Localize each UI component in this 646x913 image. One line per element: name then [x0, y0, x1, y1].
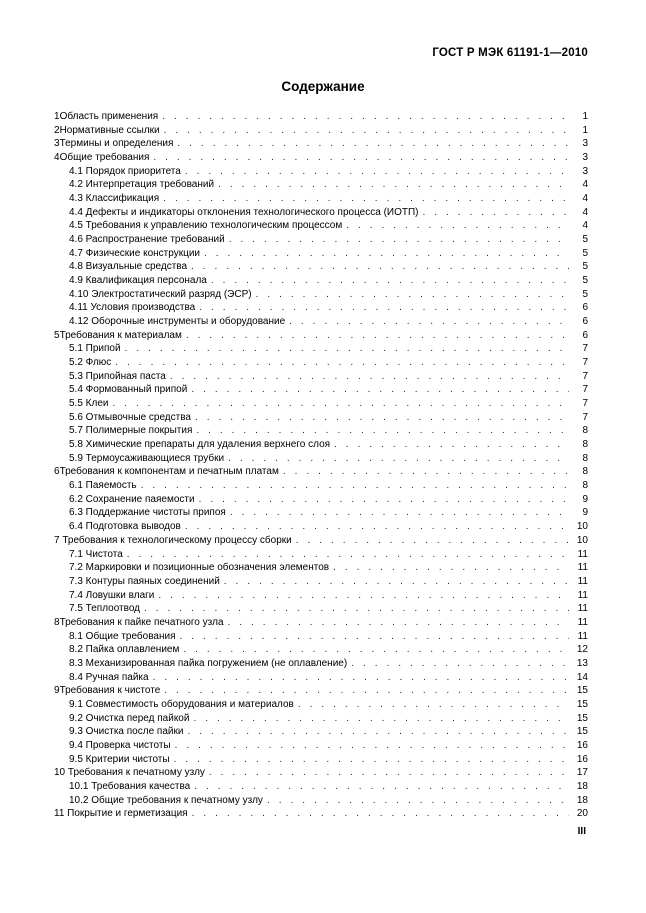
toc-entry-page: 5 — [582, 261, 588, 273]
toc-entry-title: 10 Требования к печатному узлу — [54, 767, 205, 779]
dot-leader — [199, 301, 569, 315]
toc-entry — [54, 288, 588, 302]
toc-entry-page: 6 — [582, 329, 588, 341]
toc-entry — [54, 739, 588, 753]
toc-entry-title: 4.4 Дефекты и индикаторы отклонения технологического процесса (ИОТП) — [69, 206, 419, 218]
toc-entry-title: 9.4 Проверка чистоты — [69, 739, 171, 751]
dot-leader — [283, 465, 569, 479]
toc-entry-title: 5.1 Припой — [69, 343, 121, 355]
toc-entry-title: Требования к материалам — [59, 329, 182, 341]
toc-entry-page: 1 — [582, 124, 588, 136]
toc-entry-page: 9 — [582, 493, 588, 505]
toc-entry — [54, 124, 588, 138]
toc-entry-title: 8.2 Пайка оплавлением — [69, 644, 180, 656]
toc-entry-page: 11 — [577, 630, 588, 642]
toc-entry-page: 15 — [576, 712, 588, 724]
dot-leader — [218, 178, 569, 192]
toc-entry-page: 10 — [576, 534, 588, 546]
toc-entry-title: 4.11 Условия производства — [69, 302, 196, 314]
dot-leader — [351, 657, 569, 671]
toc-entry-title: Требования к пайке печатного узла — [59, 616, 224, 628]
toc-entry-page: 8 — [582, 480, 588, 492]
toc-entry-page: 5 — [582, 275, 588, 287]
toc-entry-title: 9.2 Очистка перед пайкой — [69, 712, 190, 724]
toc-entry-page: 11 — [577, 562, 588, 574]
toc-entry — [54, 684, 588, 698]
toc-entry — [54, 479, 588, 493]
toc-entry — [54, 260, 588, 274]
toc-entry-page: 12 — [576, 644, 588, 656]
dot-leader — [230, 506, 569, 520]
toc-entry-title: 5.8 Химические препараты для удаления верхнего слоя — [69, 439, 331, 451]
toc-entry — [54, 589, 588, 603]
toc-entry — [54, 110, 588, 124]
toc-entry-number: 9 — [54, 685, 60, 697]
document-header: ГОСТ Р МЭК 61191-1—2010 — [432, 47, 588, 59]
toc-entry-page: 6 — [582, 302, 588, 314]
toc-entry-page: 10 — [576, 521, 588, 533]
dot-leader — [115, 356, 569, 370]
toc-entry-page: 16 — [576, 753, 588, 765]
toc-entry — [54, 725, 588, 739]
dot-leader — [153, 671, 569, 685]
toc-entry-number: 8 — [54, 616, 60, 628]
toc-entry-page: 16 — [576, 739, 588, 751]
toc-entry-page: 6 — [582, 316, 588, 328]
toc-entry — [54, 643, 588, 657]
page-title: Содержание — [281, 79, 365, 94]
toc-entry-title: 10.2 Общие требования к печатному узлу — [69, 794, 263, 806]
toc-entry-page: 7 — [582, 398, 588, 410]
toc-entry-page: 18 — [576, 780, 588, 792]
toc-entry — [54, 575, 588, 589]
toc-entry-title: 5.7 Полимерные покрытия — [69, 425, 193, 437]
toc-entry-page: 7 — [582, 370, 588, 382]
toc-entry-title: 6.1 Паяемость — [69, 480, 137, 492]
toc-entry — [54, 616, 588, 630]
toc-entry — [54, 165, 588, 179]
toc-entry-title: 7.3 Контуры паяных соединений — [69, 575, 220, 587]
dot-leader — [180, 630, 569, 644]
toc-entry — [54, 315, 588, 329]
toc-entry — [54, 493, 588, 507]
dot-leader — [191, 260, 569, 274]
page-number: III — [577, 826, 586, 837]
toc-entry — [54, 370, 588, 384]
toc-entry — [54, 219, 588, 233]
toc-entry — [54, 247, 588, 261]
dot-leader — [113, 397, 570, 411]
dot-leader — [199, 493, 569, 507]
toc-entry-page: 15 — [576, 685, 588, 697]
toc-entry-title: 5.6 Отмывочные средства — [69, 411, 191, 423]
toc-entry-title: 4.9 Квалификация персонала — [69, 275, 207, 287]
toc-entry-page: 11 — [577, 616, 588, 628]
dot-leader — [141, 479, 569, 493]
toc-entry-title: 4.6 Распространение требований — [69, 234, 225, 246]
toc-entry-number: 1 — [54, 111, 60, 122]
toc-entry-page: 8 — [582, 452, 588, 464]
toc-entry-title: 7.5 Теплоотвод — [69, 603, 141, 615]
toc-entry — [54, 151, 588, 165]
toc-entry-title: 5.3 Припойная паста — [69, 370, 166, 382]
dot-leader — [195, 411, 569, 425]
toc-entry — [54, 465, 588, 479]
toc-entry-page: 7 — [582, 411, 588, 423]
toc-entry-title: 8.1 Общие требования — [69, 630, 176, 642]
toc-entry — [54, 794, 588, 808]
toc-entry-number: 2 — [54, 124, 60, 136]
toc-entry-title: Требования к компонентам и печатным платам — [59, 466, 279, 478]
dot-leader — [228, 616, 569, 630]
toc-entry — [54, 602, 588, 616]
toc-entry-page: 4 — [582, 179, 588, 191]
dot-leader — [334, 438, 569, 452]
toc-entry-title: 11 Покрытие и герметизация — [54, 808, 188, 820]
toc-entry-title: 4.8 Визуальные средства — [69, 261, 188, 273]
toc-entry — [54, 561, 588, 575]
toc-entry — [54, 397, 588, 411]
toc-entry-title: 9.3 Очистка после пайки — [69, 726, 184, 738]
dot-leader — [228, 452, 569, 466]
toc-entry-title: 6.4 Подготовка выводов — [69, 521, 181, 533]
toc-entry — [54, 534, 588, 548]
dot-leader — [144, 602, 569, 616]
toc-entry-title: 5.2 Флюс — [69, 357, 112, 369]
toc-entry — [54, 329, 588, 343]
toc-entry — [54, 766, 588, 780]
toc-entry-title: 7.4 Ловушки влаги — [69, 589, 155, 601]
toc-entry-title: 7.1 Чистота — [69, 548, 123, 560]
toc-entry — [54, 630, 588, 644]
toc-entry-page: 7 — [582, 343, 588, 355]
dot-leader — [298, 698, 569, 712]
toc-entry-page: 4 — [582, 220, 588, 232]
dot-leader — [267, 794, 569, 808]
toc-entry-page: 5 — [582, 247, 588, 259]
toc-entry-title: 10.1 Требования качества — [69, 780, 191, 792]
toc-entry — [54, 356, 588, 370]
dot-leader — [211, 274, 569, 288]
toc-entry-page: 5 — [582, 234, 588, 246]
toc-entry-title: Нормативные ссылки — [59, 124, 160, 136]
toc-entry — [54, 274, 588, 288]
toc-entry — [54, 206, 588, 220]
toc-entry-title: Требования к чистоте — [59, 685, 161, 697]
dot-leader — [164, 684, 569, 698]
toc-entry-title: 4.5 Требования к управлению технологическим процессом — [69, 220, 343, 232]
toc-entry — [54, 233, 588, 247]
toc-entry-number: 3 — [54, 138, 60, 150]
toc-entry-page: 20 — [576, 808, 588, 820]
toc-entry — [54, 807, 588, 821]
toc-entry-title: 4.3 Классификация — [69, 193, 160, 205]
toc-entry — [54, 383, 588, 397]
dot-leader — [125, 342, 569, 356]
dot-leader — [224, 575, 569, 589]
toc-entry-page: 15 — [576, 698, 588, 710]
dot-leader — [170, 370, 569, 384]
toc-entry-page: 8 — [582, 439, 588, 451]
dot-leader — [346, 219, 569, 233]
dot-leader — [185, 165, 569, 179]
dot-leader — [177, 137, 569, 151]
dot-leader — [296, 534, 569, 548]
toc-entry-title: 4.1 Порядок приоритета — [69, 165, 181, 177]
toc-entry-title: 4.10 Электростатический разряд (ЭСР) — [69, 288, 252, 300]
toc-entry-page: 13 — [576, 657, 588, 669]
toc-entry-page: 11 — [577, 589, 588, 601]
toc-entry-page: 7 — [582, 384, 588, 396]
toc-entry-title: Область применения — [59, 111, 159, 122]
dot-leader — [191, 383, 569, 397]
toc-entry-title: 9.1 Совместимость оборудования и материалов — [69, 698, 294, 710]
dot-leader — [187, 725, 569, 739]
dot-leader — [204, 247, 569, 261]
toc-entry — [54, 698, 588, 712]
dot-leader — [164, 124, 569, 138]
dot-leader — [175, 739, 569, 753]
toc-entry-number: 5 — [54, 329, 60, 341]
toc-entry — [54, 301, 588, 315]
toc-entry-title: Общие требования — [59, 152, 150, 164]
toc-entry — [54, 438, 588, 452]
dot-leader — [333, 561, 569, 575]
dot-leader — [162, 110, 569, 124]
dot-leader — [256, 288, 569, 302]
toc-entry-page: 17 — [576, 767, 588, 779]
dot-leader — [289, 315, 569, 329]
toc-entry-page: 11 — [577, 603, 588, 615]
dot-leader — [174, 753, 569, 767]
dot-leader — [193, 712, 569, 726]
toc-entry-title: 5.5 Клеи — [69, 398, 109, 410]
toc-entry-page: 3 — [582, 138, 588, 150]
toc-entry — [54, 657, 588, 671]
toc-entry-page: 1 — [582, 111, 588, 122]
toc-entry-page: 7 — [582, 357, 588, 369]
table-of-contents — [54, 110, 588, 821]
toc-entry-page: 3 — [582, 152, 588, 164]
dot-leader — [183, 643, 569, 657]
toc-entry — [54, 671, 588, 685]
dot-leader — [194, 780, 569, 794]
toc-entry — [54, 178, 588, 192]
toc-entry — [54, 753, 588, 767]
dot-leader — [196, 424, 569, 438]
toc-entry-number: 4 — [54, 152, 60, 164]
dot-leader — [423, 206, 569, 220]
toc-entry-page: 11 — [577, 575, 588, 587]
toc-entry-title: 4.2 Интерпретация требований — [69, 179, 215, 191]
toc-entry-page: 11 — [577, 548, 588, 560]
toc-entry-title: 7 Требования к технологическому процессу сборки — [54, 534, 292, 546]
toc-entry-page: 8 — [582, 466, 588, 478]
dot-leader — [153, 151, 569, 165]
toc-entry-title: Термины и определения — [59, 138, 174, 150]
toc-entry — [54, 548, 588, 562]
toc-entry-page: 8 — [582, 425, 588, 437]
toc-entry — [54, 712, 588, 726]
toc-entry-title: 8.4 Ручная пайка — [69, 671, 149, 683]
toc-entry-page: 4 — [582, 206, 588, 218]
toc-entry-page: 5 — [582, 288, 588, 300]
toc-entry — [54, 506, 588, 520]
toc-entry — [54, 520, 588, 534]
toc-entry — [54, 192, 588, 206]
toc-entry — [54, 137, 588, 151]
dot-leader — [158, 589, 569, 603]
dot-leader — [186, 329, 569, 343]
dot-leader — [163, 192, 569, 206]
toc-entry-title: 8.3 Механизированная пайка погружением (не оплавление) — [69, 657, 348, 669]
dot-leader — [127, 548, 569, 562]
toc-entry — [54, 342, 588, 356]
dot-leader — [185, 520, 569, 534]
toc-entry-page: 3 — [582, 165, 588, 177]
toc-entry — [54, 424, 588, 438]
toc-entry — [54, 452, 588, 466]
dot-leader — [192, 807, 569, 821]
dot-leader — [209, 766, 569, 780]
toc-entry-page: 14 — [576, 671, 588, 683]
toc-entry — [54, 411, 588, 425]
toc-entry-page: 4 — [582, 193, 588, 205]
toc-entry-title: 6.2 Сохранение паяемости — [69, 493, 195, 505]
toc-entry-title: 7.2 Маркировки и позиционные обозначения элементов — [69, 562, 330, 574]
toc-entry-title: 5.9 Термоусаживающиеся трубки — [69, 452, 225, 464]
toc-entry — [54, 780, 588, 794]
toc-entry-number: 6 — [54, 466, 60, 478]
toc-entry-title: 6.3 Поддержание чистоты припоя — [69, 507, 226, 519]
dot-leader — [229, 233, 569, 247]
toc-entry-page: 15 — [576, 726, 588, 738]
toc-entry-title: 4.12 Оборочные инструменты и оборудование — [69, 316, 286, 328]
toc-entry-title: 5.4 Формованный припой — [69, 384, 188, 396]
toc-entry-page: 18 — [576, 794, 588, 806]
toc-entry-page: 9 — [582, 507, 588, 519]
toc-entry-title: 4.7 Физические конструкции — [69, 247, 200, 259]
toc-entry-title: 9.5 Критерии чистоты — [69, 753, 170, 765]
